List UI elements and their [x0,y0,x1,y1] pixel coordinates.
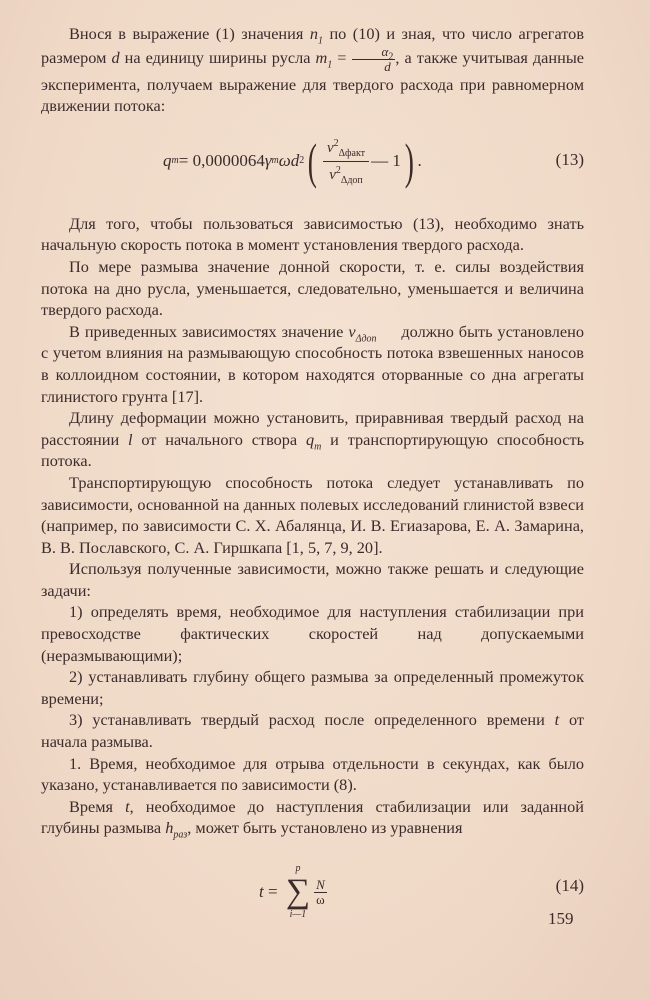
text: по (10) и зная, что число агрегатов размером [41,24,585,67]
paragraph-2: Для того, чтобы пользоваться зависимостью (13), необходимо знать начальную скорость потока в момент установления твердого расхода. [41,213,584,255]
text-column [41,23,584,933]
equation-number: (14) [555,876,584,895]
math-t: t [125,796,130,816]
math-gamma: γ [264,151,272,171]
math-d: d [111,47,120,67]
math-t: t [259,882,264,902]
math-v-dop: $v_{\Delta доп}$ [348,321,377,344]
left-paren: ( [308,133,318,190]
text: — 1 [371,151,401,171]
formula-14: t = p ∑ i—1 $\frac{N}{\omega}$ (14) [259,863,584,920]
formula-13: q т = 0,0000064 γ т ωd 2 ( $v^2_{\Delta факт}$ $v^2_{\Delta доп}$ — 1 ) . (13) [163,133,584,190]
paragraph-8: 1. Время, необходимое для отрыва отдельности в секундах, как было указано, устанавливается по зависимости (8). [41,753,584,795]
text: , а также учитывая данные эксперимента, получаем выражение для твердого расхода при равномерном движении потока: [41,47,584,116]
list-item-3: 3) устанавливать твердый расход после определенного времени t от начала размыва. [41,710,584,752]
paragraph-3: По мере размыва значение донной скорости, т. е. силы воздействия потока на дно русла, уменьшается, следовательно, уменьшается и величина твердого расхода. [41,256,584,320]
page-number: 159 [548,909,574,928]
paragraph-6: Транспортирующую способность потока следует устанавливать по зависимости, основанной на данных полевых исследований глинистой взвеси (например, по зависимости С. Х. Абалянца, И. В. Егиазарова, Е. А. Замарина, В. В. Пославского, С. А. Гиршкапа [1, 5, 7, 9, 20]. [41,472,584,557]
velocity-ratio: $v^2_{\Delta факт}$ $v^2_{\Delta доп}$ [323,135,369,188]
math-t: t [554,710,560,730]
sum-symbol: p ∑ i—1 [285,863,311,920]
paragraph-1 [41,23,584,117]
paragraph-4: В приведенных зависимостях значение $v_{\Delta доп}$ должно быть установлено с учетом влияния на размывающую способность потока взвешенных наносов в коллоидном состоянии, в котором находятся оторванные со дна агрегаты глинистого грунта [17]. [41,321,584,406]
right-paren: ) [404,133,414,190]
math-l: l [128,429,133,449]
text: Внося в выражение (1) значения [69,24,310,43]
paragraph-7: Используя полученные зависимости, можно также решать и следующие задачи: [41,559,584,600]
fraction-alpha-d: $\frac{\alpha_2}{d}$ [352,45,396,74]
equation-number: (13) [555,149,584,169]
math-n1: $n_1$ [309,24,323,47]
math-omega-d: ωd [278,151,300,171]
text: = [332,47,352,67]
math-h: $h_{раз}$ [165,818,188,841]
text: на единицу ширины русла [119,47,316,67]
fraction-n-omega: $\frac{N}{\omega}$ [316,876,325,907]
paragraph-5: Длину деформации можно установить, приравнивая твердый расход на расстоянии l от начального створа $q_т$ и транспортирующую способность потока. [41,408,585,471]
list-item-2: 2) устанавливать глубину общего размыва за определенный промежуток времени; [41,667,584,708]
text: = 0,0000064 [178,151,265,171]
math-q: q [163,151,172,171]
list-item-1: 1) определять время, необходимое для наступления стабилизации при превосходстве фактических скоростей над допускаемыми (неразмывающими); [41,602,584,665]
math-q: $q_т$ [305,429,322,452]
paragraph-9: Время t, необходимое до наступления стабилизации или заданной глубины размыва $h_{раз}$, может быть установлено из уравнения [41,796,584,841]
math-m1: $m_1$ [315,47,333,71]
